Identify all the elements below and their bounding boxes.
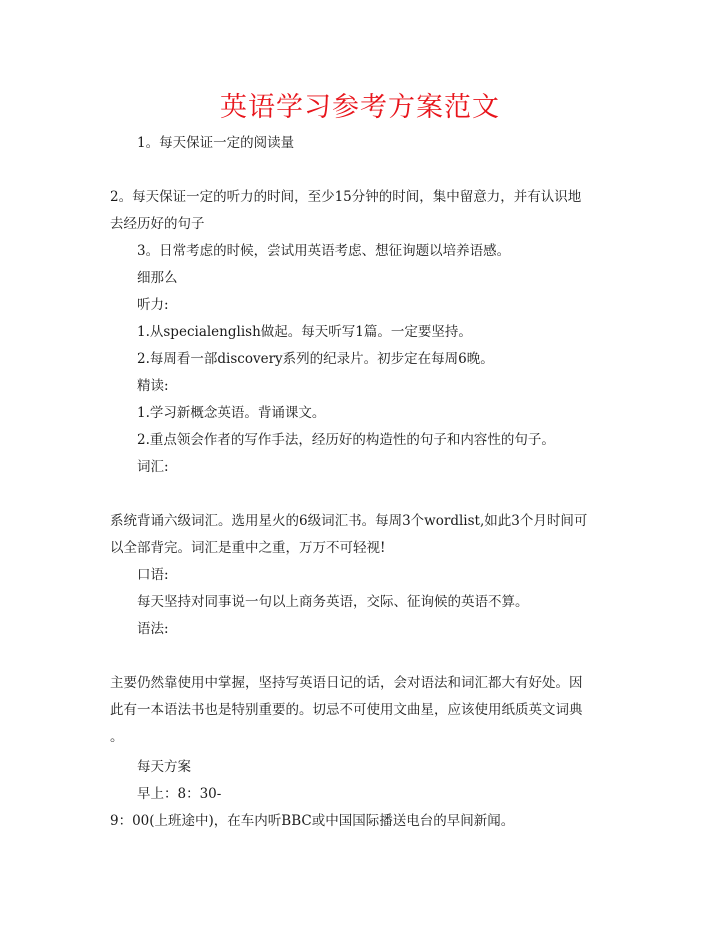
- section-heading-vocabulary: 词汇:: [137, 459, 169, 475]
- section-heading-grammar: 语法:: [137, 621, 169, 637]
- section-heading-listening: 听力:: [137, 297, 169, 313]
- paragraph-line: 。: [110, 729, 124, 745]
- paragraph-line: 1.学习新概念英语。背诵课文。: [137, 405, 326, 421]
- paragraph-line: 以全部背完。词汇是重中之重，万万不可轻视!: [110, 540, 386, 556]
- paragraph-line: 9：00(上班途中)，在车内听BBC或中国国际播送电台的早间新闻。: [110, 813, 515, 829]
- paragraph-line: 此有一本语法书也是特别重要的。切忌不可使用文曲星，应该使用纸质英文词典: [110, 702, 583, 718]
- paragraph-line: 主要仍然靠使用中掌握，坚持写英语日记的话，会对语法和词汇都大有好处。因: [110, 675, 583, 691]
- paragraph-line: 去经历好的句子: [110, 216, 205, 232]
- paragraph-line: 3。日常考虑的时候，尝试用英语考虑、想征询题以培养语感。: [137, 243, 511, 259]
- paragraph-line: 每天坚持对同事说一句以上商务英语，交际、征询候的英语不算。: [137, 594, 529, 610]
- paragraph-line: 2。每天保证一定的听力的时间，至少15分钟的时间，集中留意力，并有认识地: [110, 189, 582, 205]
- paragraph-line: 1。每天保证一定的阅读量: [137, 135, 295, 151]
- section-heading-daily-plan: 每天方案: [137, 759, 191, 775]
- document-title: 英语学习参考方案范文: [220, 92, 500, 123]
- paragraph-line: 2.重点领会作者的写作手法，经历好的构造性的句子和内容性的句子。: [137, 432, 555, 448]
- section-heading-speaking: 口语:: [137, 567, 169, 583]
- paragraph-line: 1.从specialenglish做起。每天听写1篇。一定要坚持。: [137, 324, 472, 340]
- paragraph-line: 早上：8：30-: [137, 786, 222, 802]
- paragraph-line: 系统背诵六级词汇。选用星火的6级词汇书。每周3个wordlist,如此3个月时间可: [110, 513, 588, 529]
- paragraph-line: 2.每周看一部discovery系列的纪录片。初步定在每周6晚。: [137, 351, 494, 367]
- paragraph-line: 细那么: [137, 270, 178, 286]
- section-heading-reading: 精读:: [137, 378, 169, 394]
